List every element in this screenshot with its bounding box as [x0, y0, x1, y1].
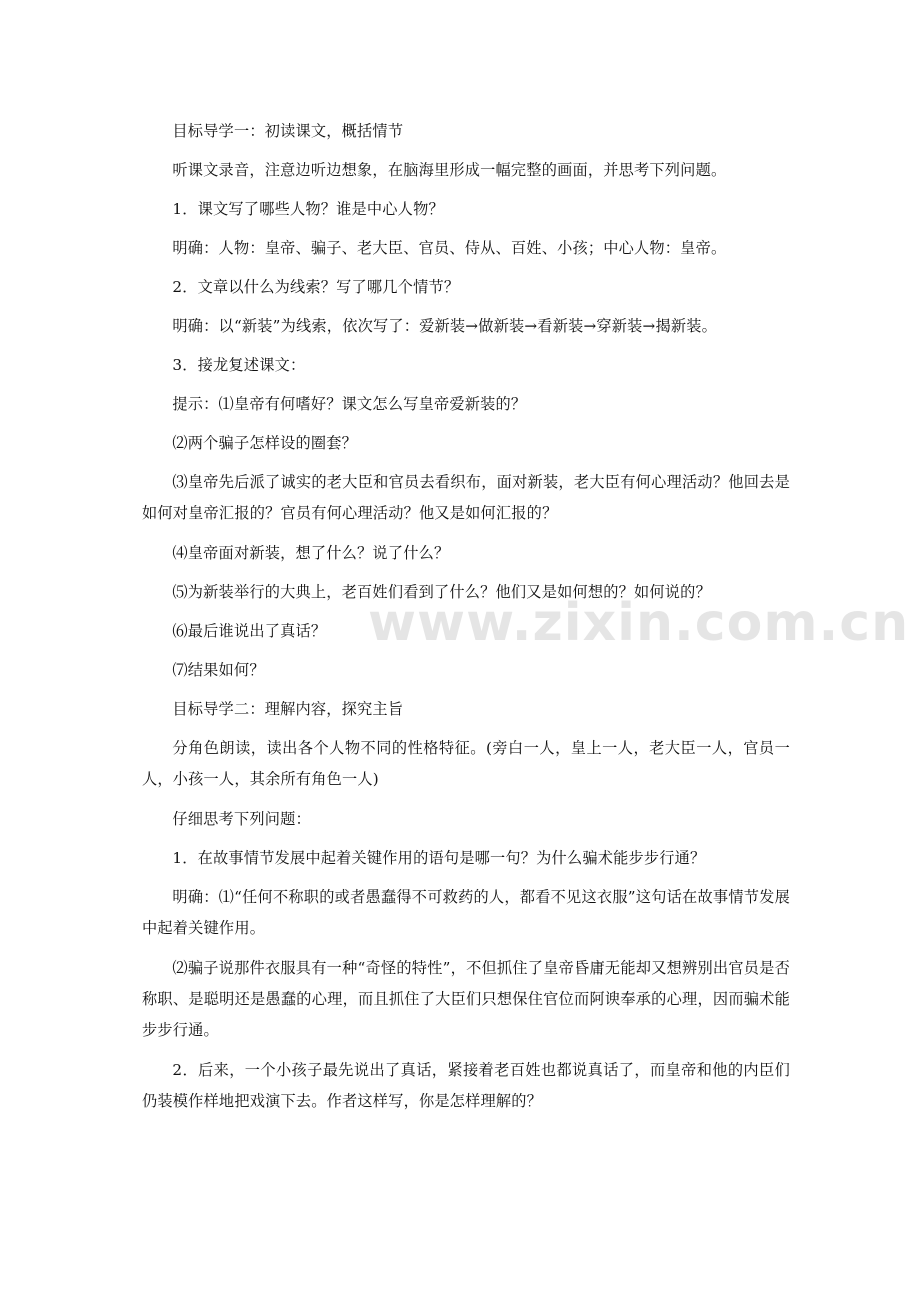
question-5: 2．后来，一个小孩子最先说出了真话，紧接着老百姓也都说真话了，而皇帝和他的内臣们仍装模作样地把戏演下去。作者这样写，你是怎样理解的？ — [142, 1061, 790, 1110]
answer-1: 明确：人物：皇帝、骗子、老大臣、官员、侍从、百姓、小孩；中心人物：皇帝。 — [172, 239, 727, 257]
hint-2: ⑵两个骗子怎样设的圈套？ — [172, 434, 358, 452]
section-heading-1: 目标导学一：初读课文，概括情节 — [172, 122, 404, 140]
question-4: 1．在故事情节发展中起着关键作用的语句是哪一句？为什么骗术能步步行通？ — [172, 849, 706, 867]
hint-4: ⑷皇帝面对新装，想了什么？说了什么？ — [172, 544, 450, 562]
answer-2: 明确：以“新装”为线索，依次写了：爱新装→做新装→看新装→穿新装→揭新装。 — [172, 317, 718, 335]
section-heading-2: 目标导学二：理解内容，探究主旨 — [172, 700, 404, 718]
reading-instruction: 分角色朗读，读出各个人物不同的性格特征。(旁白一人，皇上一人，老大臣一人，官员一人，小孩一人，其余所有角色一人) — [142, 739, 790, 788]
hint-3: ⑶皇帝先后派了诚实的老大臣和官员去看织布，面对新装，老大臣有何心理活动？他回去是如何对皇帝汇报的？官员有何心理活动？他又是如何汇报的？ — [142, 473, 790, 522]
document-body — [142, 116, 790, 1126]
hint-6: ⑹最后谁说出了真话？ — [172, 622, 327, 640]
paragraph-instruction: 听课文录音，注意边听边想象，在脑海里形成一幅完整的画面，并思考下列问题。 — [172, 161, 727, 179]
hint-7: ⑺结果如何？ — [172, 661, 265, 679]
answer-4-part-1: 明确：⑴“任何不称职的或者愚蠢得不可救药的人，都看不见这衣服”这句话在故事情节发展中起着关键作用。 — [142, 888, 790, 937]
question-1: 1．课文写了哪些人物？谁是中心人物？ — [172, 200, 444, 218]
question-2: 2．文章以什么为线索？写了哪几个情节？ — [172, 278, 460, 296]
answer-4-part-2: ⑵骗子说那件衣服具有一种“奇怪的特性”，不但抓住了皇帝昏庸无能却又想辨别出官员是否称职、是聪明还是愚蠢的心理，而且抓住了大臣们只想保住官位而阿谀奉承的心理，因而骗术能步步行通。 — [142, 959, 790, 1039]
hint-5: ⑸为新装举行的大典上，老百姓们看到了什么？他们又是如何想的？如何说的？ — [172, 583, 711, 601]
watermark: www.zixin.com.cn — [368, 593, 910, 653]
thinking-prompt: 仔细思考下列问题： — [172, 810, 311, 828]
question-3: 3．接龙复述课文： — [172, 356, 306, 374]
hint-1: 提示：⑴皇帝有何嗜好？课文怎么写皇帝爱新装的？ — [172, 395, 527, 413]
